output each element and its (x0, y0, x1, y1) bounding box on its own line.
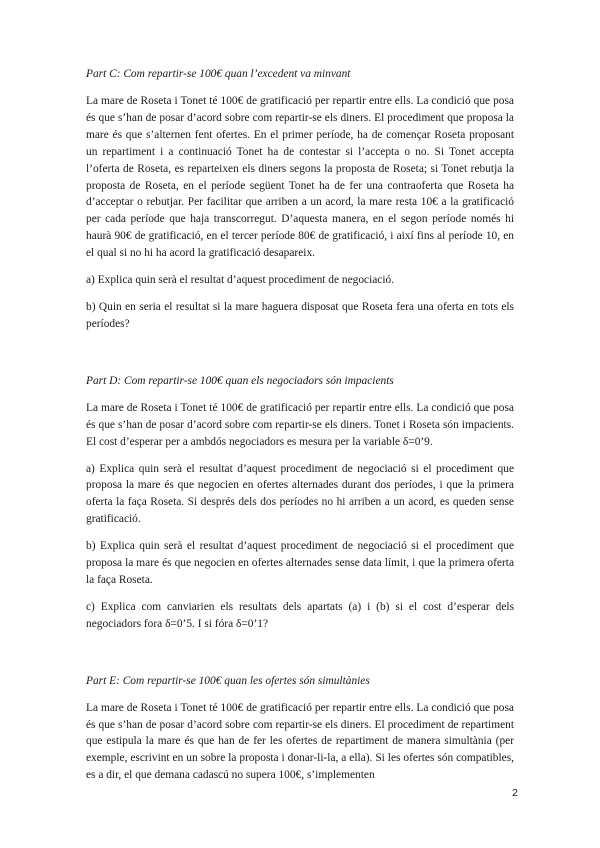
section-part-c (86, 66, 514, 333)
section-spacer (86, 643, 514, 673)
section-title: Part C: Com repartir-se 100€ quan l’excedent va minvant (86, 68, 351, 80)
section-title: Part D: Com repartir-se 100€ quan els negociadors són impacients (86, 374, 394, 387)
section-part-e (86, 673, 514, 785)
question-c: c) Explica com canviarien els resultats dels apartats (a) i (b) si el cost d’esperar dels negociadors fora δ=0’5. I si fóra δ=0’1? (86, 600, 514, 630)
paragraph: La mare de Roseta i Tonet té 100€ de gratificació per repartir entre ells. La condició que posa és que s’han de posar d’acord sobre com repartir-se els diners. El procediment que proposa la mare és que s’alternen fent ofertes. En el primer període, ha de començar Roseta proposant un repartiment i a continuació Tonet ha de contestar si l’accepta o no. Si Tonet accepta l’oferta de Roseta, es reparteixen els diners segons la proposta de Roseta; si Tonet rebutja la proposta de Roseta, en el període següent Tonet ha de fer una contraoferta que Roseta ha d’acceptar o rebutjar. Per facilitar que arriben a un acord, la mare resta 10€ a la gratificació per cada període que haja transcorregut. D’aquesta manera, en el segon període només hi haurà 90€ de gratificació, en el tercer període 80€ de gratificació, i així fins al període 10, en el qual si no hi ha acord la gratificació desapareix. (86, 95, 514, 260)
page-content (86, 66, 514, 794)
question-b: b) Explica quin serà el resultat d’aquest procediment de negociació si el procediment que proposa la mare és que negocien en ofertes alternades sense data límit, i que la primera oferta la faça Roseta. (86, 540, 514, 586)
question-b: b) Quin en seria el resultat si la mare haguera disposat que Roseta fera una oferta en tots els períodes? (86, 300, 514, 330)
section-spacer (86, 343, 514, 373)
section-part-d (86, 373, 514, 633)
section-title: Part E: Com repartir-se 100€ quan les ofertes són simultànies (86, 674, 370, 687)
paragraph: La mare de Roseta i Tonet té 100€ de gratificació per repartir entre ells. La condició que posa és que s’han de posar d’acord sobre com repartir-se els diners. Tonet i Roseta són impacients. El cost d’esperar per a ambdós negociadors es mesura per la variable δ=0’9. (86, 401, 514, 448)
question-a: a) Explica quin serà el resultat d’aquest procediment de negociació. (86, 274, 395, 287)
page-number: 2 (512, 787, 518, 799)
paragraph: La mare de Roseta i Tonet té 100€ de gratificació per repartir entre ells. La condició que posa és que s’han de posar d’acord sobre com repartir-se els diners. El procediment de repartiment que estipula la mare és que han de fer les ofertes de repartiment de manera simultània (per exemple, escrivint en un sobre la proposta i donar-li-la, a ella). Si les ofertes són compatibles, es a dir, el que demana cadascú no supera 100€, s’implementen (86, 701, 514, 782)
question-a: a) Explica quin serà el resultat d’aquest procediment de negociació si el procediment que proposa la mare és que negocien en ofertes alternades durant dos períodes, i que la primera oferta la faça Roseta. Si després dels dos períodes no hi arriben a un acord, es queden sense gratificació. (86, 462, 514, 526)
